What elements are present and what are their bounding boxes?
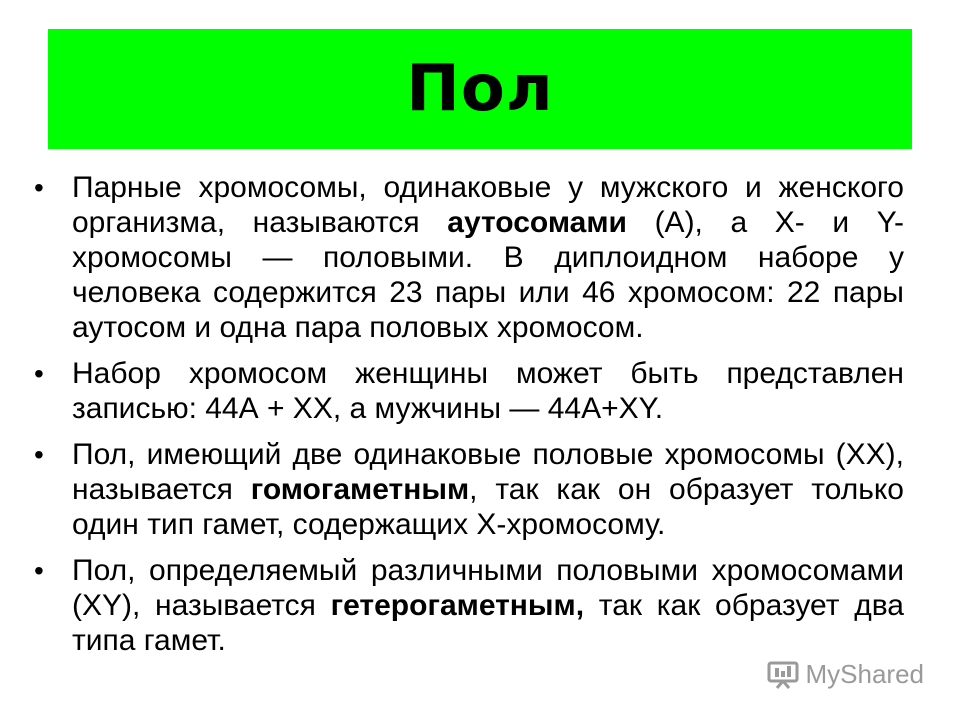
bullet-list	[34, 170, 904, 669]
bullet-text-segment: Парные хромосомы, одинаковые у мужского и женского организма, называются	[72, 171, 904, 239]
bold-term: гомогаметным	[250, 473, 470, 506]
bullet-text-segment: так как образует два типа гамет.	[72, 589, 904, 657]
bullet-dot: •	[34, 172, 44, 203]
bullet-text-segment: Пол, имеющий две одинаковые половые хромосомы (XX), называется	[72, 438, 904, 506]
bullet-text	[72, 553, 904, 658]
bullet-item	[34, 437, 904, 542]
bullet-text-segment: (А), а Х- и Y-хромосомы — половыми. В диплоидном наборе у человека содержится 23 пары или 46 хромосом: 22 пары аутосом и одна пара половых хромосом.	[72, 206, 904, 344]
bullet-text	[72, 437, 904, 542]
watermark[interactable]	[766, 659, 925, 690]
bullet-text-segment: Набор хромосом женщины может быть представлен записью: 44А + XX, а мужчины — 44А+XY.	[72, 357, 904, 425]
bullet-dot: •	[34, 439, 44, 470]
bullet-item	[34, 553, 904, 658]
bullet-text-segment: Пол, определяемый различными половыми хромосомами (XY), называется	[72, 554, 904, 622]
bullet-text	[72, 170, 904, 345]
bullet-item	[34, 170, 904, 345]
watermark-text: MyShared	[805, 659, 924, 689]
slide-title: Пол	[406, 52, 554, 126]
presentation-icon	[766, 660, 800, 690]
title-banner	[48, 29, 912, 149]
bullet-text-segment: , так как он образует только один тип гамет, содержащих Х-хромосому.	[72, 473, 904, 541]
bullet-item	[34, 356, 904, 426]
bullet-text	[72, 356, 904, 426]
bold-term: аутосомами	[447, 206, 627, 239]
bullet-dot: •	[34, 555, 44, 586]
bold-term: гетерогаметным,	[330, 589, 585, 622]
bullet-dot: •	[34, 358, 44, 389]
